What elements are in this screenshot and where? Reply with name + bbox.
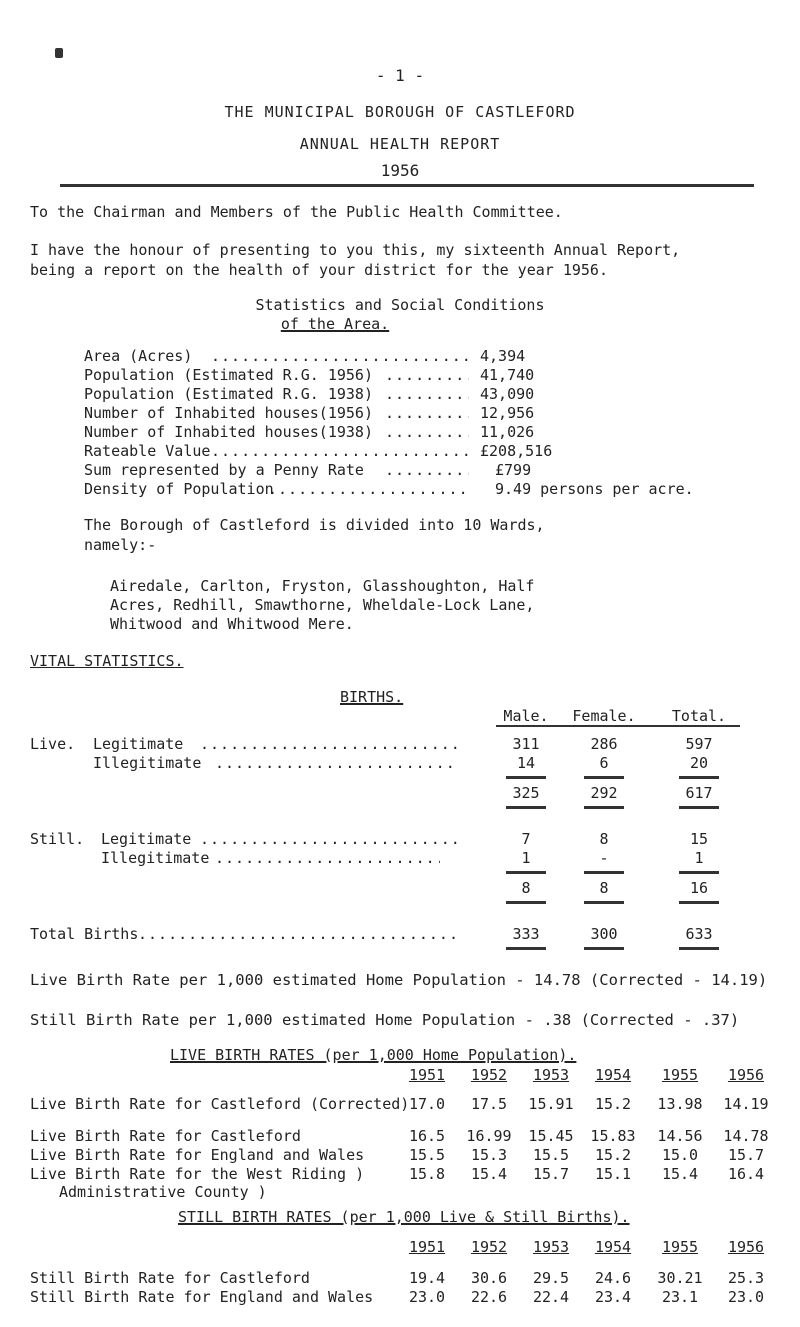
rate-cell: 15.45: [528, 1127, 574, 1145]
rate-cell: 24.6: [594, 1269, 632, 1287]
leader-dots: [200, 830, 458, 848]
rate-cell: 15.8: [408, 1165, 446, 1183]
still-label: Still.: [30, 830, 85, 848]
rate-cell: 30.21: [657, 1269, 703, 1287]
year-header: 1952: [470, 1066, 508, 1084]
rate-row-label: Live Birth Rate for England and Wales: [30, 1146, 365, 1164]
stat-population-1956-label: Population (Estimated R.G. 1956): [84, 366, 373, 384]
year-header: 1954: [594, 1238, 632, 1256]
year-header: 1951: [408, 1238, 446, 1256]
stat-rateable-value-label: Rateable Value: [84, 442, 211, 460]
rate-cell: 15.91: [528, 1095, 574, 1113]
rate-cell: 15.4: [470, 1165, 508, 1183]
rate-cell: 15.7: [727, 1146, 765, 1164]
rate-cell: 15.5: [408, 1146, 446, 1164]
header-underline: [496, 725, 740, 727]
live-birth-rates-heading: LIVE BIRTH RATES (per 1,000 Home Population).: [170, 1046, 577, 1064]
leader-dots: [385, 423, 469, 441]
report-authority: THE MUNICIPAL BOROUGH OF CASTLEFORD: [224, 103, 576, 121]
still-sum-male: 8: [521, 879, 531, 897]
live-illeg-total: 20: [689, 754, 709, 772]
year-header: 1956: [727, 1238, 765, 1256]
stat-houses-1956-label: Number of Inhabited houses(1956): [84, 404, 373, 422]
live-legit-female: 286: [590, 735, 618, 753]
rate-cell: 22.4: [532, 1288, 570, 1306]
rate-cell: 15.0: [661, 1146, 699, 1164]
stat-population-1938-value: 43,090: [480, 385, 535, 403]
leader-dots: [215, 849, 440, 867]
sum-rule: [584, 871, 624, 874]
live-sum-female: 292: [590, 784, 618, 802]
still-illeg-total: 1: [694, 849, 704, 867]
col-total-header: Total.: [671, 707, 727, 725]
rate-cell: 23.0: [727, 1288, 765, 1306]
sum-rule: [584, 901, 624, 904]
year-header: 1956: [727, 1066, 765, 1084]
rate-cell: 29.5: [532, 1269, 570, 1287]
live-illeg-male: 14: [516, 754, 536, 772]
leader-dots: [138, 925, 458, 943]
live-legit-total: 597: [685, 735, 713, 753]
rate-cell: 25.3: [727, 1269, 765, 1287]
still-sum-total: 16: [689, 879, 709, 897]
year-header: 1953: [532, 1238, 570, 1256]
live-illeg-female: 6: [599, 754, 609, 772]
rate-cell: 15.4: [661, 1165, 699, 1183]
rate-cell: 13.98: [657, 1095, 703, 1113]
live-legitimate-label: Legitimate: [93, 735, 184, 753]
rate-cell: 23.0: [408, 1288, 446, 1306]
year-header: 1954: [594, 1066, 632, 1084]
leader-dots: [385, 366, 469, 384]
still-illegitimate-label: Illegitimate: [101, 849, 210, 867]
stat-density-label: Density of Population: [84, 480, 274, 498]
stat-houses-1956-value: 12,956: [480, 404, 535, 422]
stat-area-label: Area (Acres): [84, 347, 193, 365]
header-rule: [60, 184, 754, 187]
stat-area-value: 4,394: [480, 347, 526, 365]
year-header: 1951: [408, 1066, 446, 1084]
wards-list-1: Airedale, Carlton, Fryston, Glasshoughton, Half: [110, 577, 535, 595]
stat-penny-rate-label: Sum represented by a Penny Rate: [84, 461, 364, 479]
rate-cell: 30.6: [470, 1269, 508, 1287]
rate-cell: 15.83: [590, 1127, 636, 1145]
sum-rule: [506, 901, 546, 904]
sum-rule: [506, 776, 546, 779]
stat-houses-1938-value: 11,026: [480, 423, 535, 441]
rate-cell: 17.5: [470, 1095, 508, 1113]
leader-dots: [385, 461, 469, 479]
year-header: 1955: [661, 1238, 699, 1256]
still-birth-rates-heading: STILL BIRTH RATES (per 1,000 Live & Still Births).: [178, 1208, 630, 1226]
wards-intro: The Borough of Castleford is divided into 10 Wards,: [84, 516, 545, 534]
report-title: ANNUAL HEALTH REPORT: [299, 135, 501, 153]
rate-cell: 15.3: [470, 1146, 508, 1164]
rate-cell: 15.7: [532, 1165, 570, 1183]
rate-cell: 16.99: [466, 1127, 512, 1145]
still-sum-female: 8: [599, 879, 609, 897]
live-sum-total: 617: [685, 784, 713, 802]
stat-houses-1938-label: Number of Inhabited houses(1938): [84, 423, 373, 441]
rate-cell: 15.2: [594, 1095, 632, 1113]
leader-dots: [268, 480, 469, 498]
sum-rule: [506, 871, 546, 874]
leader-dots: [211, 347, 469, 365]
stats-subheading: of the Area.: [280, 315, 390, 333]
live-illegitimate-label: Illegitimate: [93, 754, 202, 772]
sum-rule: [679, 776, 719, 779]
still-illeg-female: -: [599, 849, 609, 867]
rate-cell: 17.0: [408, 1095, 446, 1113]
sum-rule: [679, 901, 719, 904]
total-total: 633: [685, 925, 713, 943]
sum-rule: [584, 776, 624, 779]
stat-penny-rate-value: £799: [495, 461, 532, 479]
live-legit-male: 311: [512, 735, 540, 753]
rate-cell: 15.1: [594, 1165, 632, 1183]
total-births-label: Total Births: [30, 925, 139, 943]
still-rate-row-label: Still Birth Rate for England and Wales: [30, 1288, 374, 1306]
stats-heading: Statistics and Social Conditions: [255, 296, 545, 314]
rate-cell: 19.4: [408, 1269, 446, 1287]
leader-dots: [215, 754, 458, 772]
still-rate-row-label: Still Birth Rate for Castleford: [30, 1269, 310, 1287]
still-legit-total: 15: [689, 830, 709, 848]
rate-cell: 23.4: [594, 1288, 632, 1306]
stat-density-value: 9.49 persons per acre.: [495, 480, 694, 498]
report-year: 1956: [380, 161, 420, 180]
leader-dots: [200, 735, 458, 753]
still-legit-male: 7: [521, 830, 531, 848]
sum-rule: [679, 871, 719, 874]
leader-dots: [385, 404, 469, 422]
live-label: Live.: [30, 735, 76, 753]
stat-population-1956-value: 41,740: [480, 366, 535, 384]
intro-line-1: I have the honour of presenting to you this, my sixteenth Annual Report,: [30, 241, 681, 259]
total-female: 300: [590, 925, 618, 943]
rate-cell: 14.78: [723, 1127, 769, 1145]
year-header: 1953: [532, 1066, 570, 1084]
stat-population-1938-label: Population (Estimated R.G. 1938): [84, 385, 373, 403]
wards-list-2: Acres, Redhill, Smawthorne, Wheldale-Lock Lane,: [110, 596, 535, 614]
live-birth-rate-line: Live Birth Rate per 1,000 estimated Home Population - 14.78 (Corrected - 14.19): [30, 971, 768, 989]
sum-rule: [584, 806, 624, 809]
rate-row-label-continued: Administrative County ): [59, 1183, 267, 1201]
year-header: 1952: [470, 1238, 508, 1256]
vital-statistics-heading: VITAL STATISTICS.: [30, 652, 184, 670]
rate-cell: 15.5: [532, 1146, 570, 1164]
still-birth-rate-line: Still Birth Rate per 1,000 estimated Home Population - .38 (Corrected - .37): [30, 1011, 740, 1029]
wards-list-3: Whitwood and Whitwood Mere.: [110, 615, 354, 633]
salutation: To the Chairman and Members of the Public Health Committee.: [30, 203, 563, 221]
rate-cell: 22.6: [470, 1288, 508, 1306]
rate-row-label: Live Birth Rate for the West Riding ): [30, 1165, 365, 1183]
rate-cell: 16.5: [408, 1127, 446, 1145]
sum-rule: [506, 806, 546, 809]
total-double-rule: [506, 947, 546, 950]
page-number: - 1 -: [375, 66, 425, 85]
still-legitimate-label: Legitimate: [101, 830, 192, 848]
leader-dots: [385, 385, 469, 403]
rate-row-label: Live Birth Rate for Castleford (Corrected): [30, 1095, 410, 1113]
rate-cell: 14.56: [657, 1127, 703, 1145]
births-heading: BIRTHS.: [340, 688, 404, 706]
rate-cell: 15.2: [594, 1146, 632, 1164]
leader-dots: [211, 442, 469, 460]
still-legit-female: 8: [599, 830, 609, 848]
total-male: 333: [512, 925, 540, 943]
col-male-header: Male.: [503, 707, 549, 725]
total-double-rule: [679, 947, 719, 950]
rate-cell: 16.4: [727, 1165, 765, 1183]
col-female-header: Female.: [572, 707, 636, 725]
rate-row-label: Live Birth Rate for Castleford: [30, 1127, 301, 1145]
rate-cell: 14.19: [723, 1095, 769, 1113]
year-header: 1955: [661, 1066, 699, 1084]
still-illeg-male: 1: [521, 849, 531, 867]
stat-rateable-value-value: £208,516: [480, 442, 553, 460]
live-sum-male: 325: [512, 784, 540, 802]
total-double-rule: [584, 947, 624, 950]
intro-line-2: being a report on the health of your district for the year 1956.: [30, 261, 608, 279]
corner-mark: [55, 48, 63, 58]
sum-rule: [679, 806, 719, 809]
wards-namely: namely:-: [84, 536, 157, 554]
rate-cell: 23.1: [661, 1288, 699, 1306]
